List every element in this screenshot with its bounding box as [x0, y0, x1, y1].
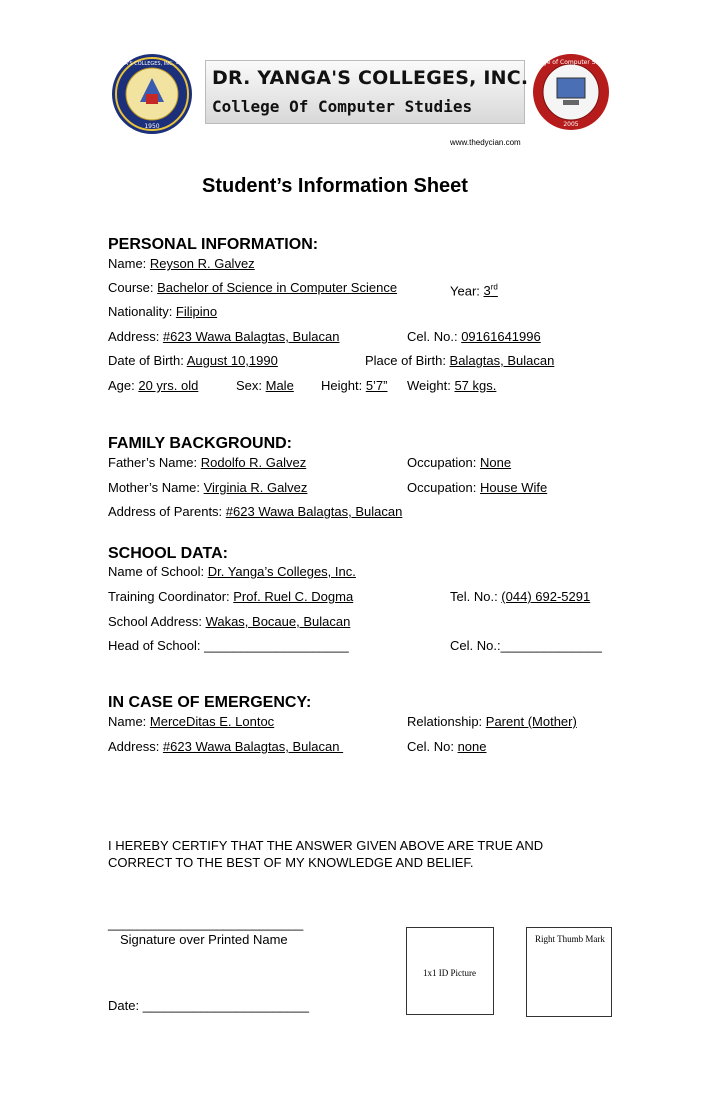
nationality-row	[108, 304, 217, 320]
school-cel-row	[450, 638, 602, 654]
school-cel-label: Cel. No.:	[450, 638, 501, 653]
dob-label: Date of Birth:	[108, 353, 187, 368]
section-emergency-heading: IN CASE OF EMERGENCY:	[108, 694, 312, 711]
school-address-label: School Address:	[108, 614, 206, 629]
cel-label: Cel. No.:	[407, 329, 462, 344]
nationality-value: Filipino	[175, 304, 218, 319]
school-name-row	[108, 564, 356, 580]
ccs-seal-right	[528, 52, 614, 132]
school-name-label: Name of School:	[108, 564, 208, 579]
left-seal-text: DR. YANGA'S COLLEGES, INC. • COLLEGE	[100, 61, 204, 67]
father-label: Father’s Name:	[108, 455, 201, 470]
year-row	[450, 280, 498, 299]
head-row	[108, 638, 349, 654]
signature-label: Signature over Printed Name	[120, 932, 288, 947]
father-occupation-value: None	[480, 455, 512, 470]
sex-row	[236, 378, 294, 394]
college-name-banner	[205, 60, 529, 124]
dob-row	[108, 353, 278, 369]
coordinator-row	[108, 589, 353, 605]
sex-value: Male	[265, 378, 294, 393]
coordinator-label: Training Coordinator:	[108, 589, 234, 604]
emergency-address-value: #623 Wawa Balagtas, Bulacan	[162, 739, 344, 754]
signature-line: ___________________________	[108, 916, 304, 931]
relationship-value: Parent (Mother)	[485, 714, 577, 729]
cel-value: 09161641996	[461, 329, 541, 344]
section-family-heading: FAMILY BACKGROUND:	[108, 435, 293, 452]
school-name-value: Dr. Yanga’s Colleges, Inc.	[207, 564, 356, 579]
emergency-cel-value: none	[457, 739, 487, 754]
thumb-mark-box	[526, 927, 612, 1017]
year-label: Year:	[450, 283, 484, 299]
height-value: 5’7”	[365, 378, 388, 393]
address-row	[108, 329, 340, 345]
section-personal-heading: PERSONAL INFORMATION:	[108, 236, 319, 253]
emergency-name-label: Name:	[108, 714, 150, 729]
emergency-address-row	[108, 739, 343, 755]
weight-label: Weight:	[407, 378, 455, 393]
coordinator-value: Prof. Ruel C. Dogma	[233, 589, 354, 604]
page-title: Student’s Information Sheet	[202, 175, 468, 197]
course-row	[108, 280, 397, 296]
mother-value: Virginia R. Galvez	[203, 480, 308, 495]
address-value: #623 Wawa Balagtas, Bulacan	[162, 329, 340, 344]
age-value: 20 yrs. old	[138, 378, 199, 393]
website: www.thedycian.com	[450, 138, 521, 147]
father-occupation-row	[407, 455, 511, 471]
department-name: College Of Computer Studies	[212, 97, 473, 116]
cel-row	[407, 329, 541, 345]
letterhead	[100, 50, 614, 147]
mother-row	[108, 480, 307, 496]
father-value: Rodolfo R. Galvez	[200, 455, 307, 470]
personal-name-row	[108, 256, 255, 272]
name-label: Name:	[108, 256, 150, 271]
nationality-label: Nationality:	[108, 304, 176, 319]
right-seal-text: College of Computer Studies	[528, 59, 614, 66]
father-row	[108, 455, 306, 471]
certify-line-1: I HEREBY CERTIFY THAT THE ANSWER GIVEN ABOVE ARE TRUE AND	[108, 838, 544, 853]
pob-label: Place of Birth:	[365, 353, 450, 368]
weight-row	[407, 378, 496, 394]
relationship-label: Relationship:	[407, 714, 486, 729]
dob-value: August 10,1990	[186, 353, 278, 368]
age-label: Age:	[108, 378, 139, 393]
name-value: Reyson R. Galvez	[149, 256, 255, 271]
emergency-name-value: MerceDitas E. Lontoc	[149, 714, 275, 729]
right-seal-year: 2005	[563, 121, 579, 128]
id-picture-box	[406, 927, 494, 1015]
pob-row	[365, 353, 554, 369]
mother-occupation-label: Occupation:	[407, 480, 480, 495]
college-name: DR. YANGA'S COLLEGES, INC.	[212, 67, 529, 89]
date-row	[108, 998, 309, 1014]
school-cel-value: ______________	[500, 638, 602, 653]
college-seal-left	[100, 52, 204, 136]
emergency-name-row	[108, 714, 274, 730]
mother-occupation-row	[407, 480, 547, 496]
tel-value: (044) 692-5291	[501, 589, 591, 604]
tel-row	[450, 589, 590, 605]
parents-address-value: #623 Wawa Balagtas, Bulacan	[225, 504, 403, 519]
address-label: Address:	[108, 329, 163, 344]
emergency-cel-row	[407, 739, 487, 755]
certify-line-2: CORRECT TO THE BEST OF MY KNOWLEDGE AND BELIEF.	[108, 855, 474, 870]
weight-value: 57 kgs.	[454, 378, 497, 393]
height-label: Height:	[321, 378, 366, 393]
parents-address-row	[108, 504, 402, 520]
pob-value: Balagtas, Bulacan	[449, 353, 555, 368]
relationship-row	[407, 714, 577, 730]
school-address-value: Wakas, Bocaue, Bulacan	[205, 614, 351, 629]
head-value: ____________________	[204, 638, 349, 653]
year-suffix: rd	[490, 283, 498, 292]
father-occupation-label: Occupation:	[407, 455, 480, 470]
parents-address-label: Address of Parents:	[108, 504, 226, 519]
course-value: Bachelor of Science in Computer Science	[157, 280, 398, 295]
course-label: Course:	[108, 280, 158, 295]
section-school-heading: SCHOOL DATA:	[108, 545, 228, 562]
head-label: Head of School:	[108, 638, 205, 653]
emergency-cel-label: Cel. No:	[407, 739, 458, 754]
id-picture-label: 1x1 ID Picture	[423, 968, 476, 978]
age-row	[108, 378, 198, 394]
height-row	[321, 378, 388, 394]
tel-label: Tel. No.:	[450, 589, 502, 604]
thumb-mark-label: Right Thumb Mark	[535, 934, 605, 944]
date-line: _______________________	[142, 998, 309, 1013]
year-value: 3rd	[483, 283, 498, 299]
emergency-address-label: Address:	[108, 739, 163, 754]
mother-label: Mother’s Name:	[108, 480, 204, 495]
left-seal-year: 1950	[144, 123, 160, 130]
school-address-row	[108, 614, 350, 630]
sex-label: Sex:	[236, 378, 266, 393]
date-label: Date:	[108, 998, 143, 1013]
mother-occupation-value: House Wife	[480, 480, 548, 495]
